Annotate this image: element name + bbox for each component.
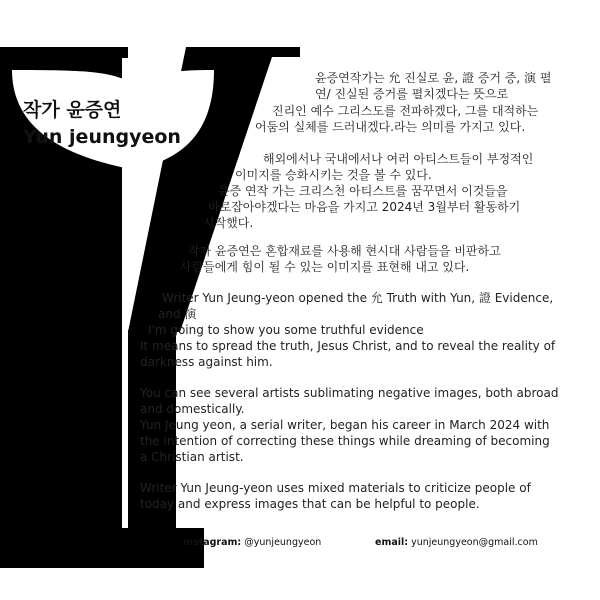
instagram-contact (183, 537, 321, 548)
letter-y-left-serif (0, 47, 128, 58)
korean-line: 진리인 예수 그리스도를 전파하겠다, 그를 대적하는 (272, 104, 539, 118)
english-line: the intention of correcting these things while dreaming of becoming (140, 434, 550, 448)
korean-line: 사람들에게 힘이 될 수 있는 이미지를 표현해 내고 있다. (180, 260, 470, 274)
english-line: and 演 (158, 307, 197, 321)
korean-line: 윤증 연작 가는 크리스천 아티스트를 꿈꾸면서 이것들을 (218, 184, 508, 198)
letter-y-base-serif (60, 528, 204, 568)
korean-line: 어둠의 실체를 드러내겠다.라는 의미를 가지고 있다. (255, 120, 526, 134)
english-line: a Christian artist. (140, 450, 244, 464)
email-address[interactable]: yunjeungyeon@gmail.com (411, 537, 538, 548)
english-line: Writer Yun Jeung-yeon uses mixed materials to criticize people of (140, 481, 531, 495)
email-contact (375, 537, 538, 548)
korean-line: 바로잡아야겠다는 마음을 가지고 2024년 3월부터 활동하기 (208, 200, 521, 214)
korean-line: 해외에서나 국내에서나 여러 아티스트들이 부정적인 (263, 152, 534, 166)
english-line: darkness against him. (140, 355, 273, 369)
korean-line: 시작했다. (203, 216, 254, 230)
instagram-handle[interactable]: @yunjeungyeon (244, 537, 322, 548)
english-line: It means to spread the truth, Jesus Christ, and to reveal the reality of (140, 339, 556, 353)
korean-line: 윤증연작가는 允 진실로 윤, 證 증거 증, 演 펼 (315, 71, 552, 85)
english-line: Yun Jeung yeon, a serial writer, began his career in March 2024 with (140, 418, 550, 432)
english-line: You can see several artists sublimating negative images, both abroad (140, 386, 559, 400)
english-line: I'm going to show you some truthful evidence (148, 323, 424, 337)
english-line: today and express images that can be helpful to people. (140, 497, 480, 511)
artist-name-korean: 작가 윤증연 (23, 99, 122, 121)
artist-name-english: Yun jeungyeon (23, 126, 181, 148)
instagram-label: instagram: (183, 537, 242, 548)
korean-line: 작가 윤증연은 혼합재료를 사용해 현시대 사람들을 비판하고 (188, 244, 501, 258)
english-line: Writer Yun Jeung-yeon opened the 允 Truth with Yun, 證 Evidence, (162, 291, 554, 305)
english-line: and domestically. (140, 402, 245, 416)
email-label: email: (375, 537, 409, 548)
korean-line: 연/ 진실된 증거를 펼치겠다는 뜻으로 (315, 87, 509, 101)
korean-line: 이미지를 승화시키는 것을 볼 수 있다. (235, 168, 432, 182)
